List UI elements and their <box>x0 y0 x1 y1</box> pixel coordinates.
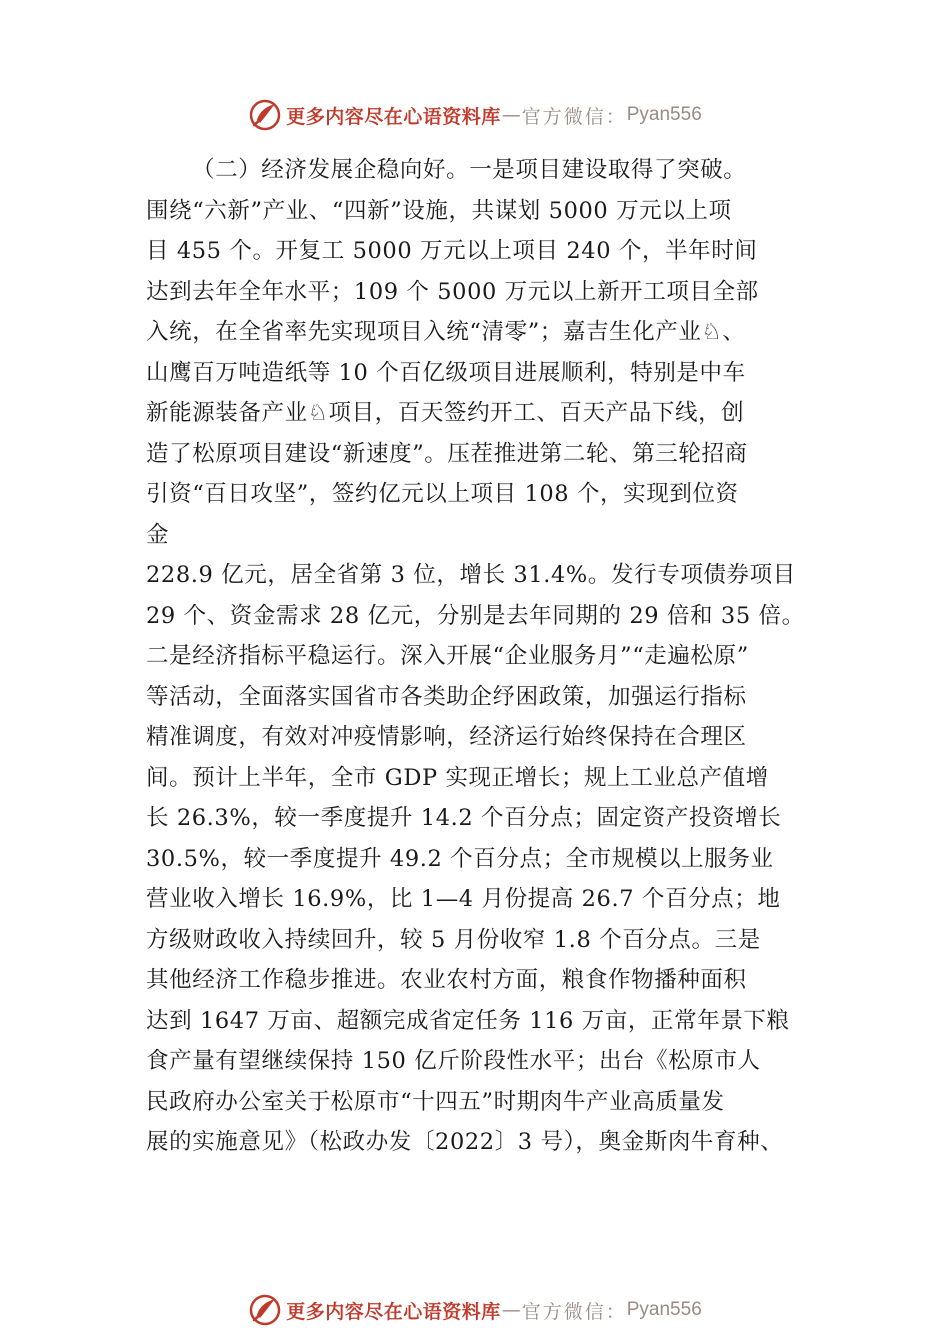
body-line: 精准调度，有效对冲疫情影响，经济运行始终保持在合理区 <box>146 724 747 750</box>
xinyu-logo-icon <box>248 98 282 132</box>
footer-banner <box>0 1290 950 1330</box>
banner-dash: — <box>501 104 521 126</box>
official-wechat-label: 官方微信： <box>521 105 627 128</box>
body-line: 山鹰百万吨造纸等 10 个百亿级项目进展顺利，特别是中车 <box>146 359 746 386</box>
official-wechat-label: 官方微信： <box>521 1300 627 1323</box>
body-line: 29 个、资金需求 28 亿元，分别是去年同期的 29 倍和 35 倍。 <box>146 602 805 629</box>
body-line: 方级财政收入持续回升，较 5 月份收窄 1.8 个百分点。三是 <box>146 926 761 953</box>
brand-text: 更多内容尽在心语资料库 <box>286 1300 501 1323</box>
body-line: 新能源装备产业♘项目，百天签约开工、百天产品下线，创 <box>146 400 745 426</box>
body-line: 入统，在全省率先实现项目入统“清零”；嘉吉生化产业♘、 <box>146 319 746 345</box>
body-line: 二是经济指标平稳运行。深入开展“企业服务月”“走遍松原” <box>146 643 749 669</box>
body-line: 目 455 个。开复工 5000 万元以上项目 240 个，半年时间 <box>146 238 758 264</box>
brand-text: 更多内容尽在心语资料库 <box>286 105 501 128</box>
body-line: 展的实施意见》（松政办发〔2022〕3 号），奥金斯肉牛育种、 <box>146 1129 784 1155</box>
body-line: 等活动，全面落实国省市各类助企纾困政策，加强运行指标 <box>146 683 747 710</box>
body-line: 造了松原项目建设“新速度”。压茬推进第二轮、第三轮招商 <box>146 440 748 467</box>
body-line: 营业收入增长 16.9%，比 1—4 月份提高 26.7 个百分点；地 <box>146 886 781 912</box>
body-line: 30.5%，较一季度提升 49.2 个百分点；全市规模以上服务业 <box>146 845 774 872</box>
body-line: 间。预计上半年，全市 GDP 实现正增长；规上工业总产值增 <box>146 764 769 791</box>
body-line: 228.9 亿元，居全省第 3 位，增长 31.4%。发行专项债券项目 <box>146 562 796 588</box>
banner-dash: — <box>501 1299 521 1321</box>
wechat-id: Pyan556 <box>626 104 702 125</box>
xinyu-logo-icon <box>248 1293 282 1327</box>
wechat-id: Pyan556 <box>626 1299 702 1320</box>
body-line: 民政府办公室关于松原市“十四五”时期肉牛产业高质量发 <box>146 1088 725 1115</box>
body-line: 金 <box>146 521 170 548</box>
body-line: 其他经济工作稳步推进。农业农村方面，粮食作物播种面积 <box>146 967 747 993</box>
document-body <box>146 150 810 1163</box>
body-line: 达到去年全年水平；109 个 5000 万元以上新开工项目全部 <box>146 278 759 305</box>
body-line: （二）经济发展企稳向好。一是项目建设取得了突破。 <box>192 157 747 183</box>
body-line: 达到 1647 万亩、超额完成省定任务 116 万亩，正常年景下粮 <box>146 1007 790 1034</box>
header-banner <box>0 95 950 135</box>
body-line: 围绕“六新”产业、“四新”设施，共谋划 5000 万元以上项 <box>146 197 732 224</box>
body-line: 食产量有望继续保持 150 亿斤阶段性水平；出台《松原市人 <box>146 1048 761 1074</box>
body-line: 引资“百日攻坚”，签约亿元以上项目 108 个，实现到位资 <box>146 481 739 507</box>
body-line: 长 26.3%，较一季度提升 14.2 个百分点；固定资产投资增长 <box>146 805 782 831</box>
